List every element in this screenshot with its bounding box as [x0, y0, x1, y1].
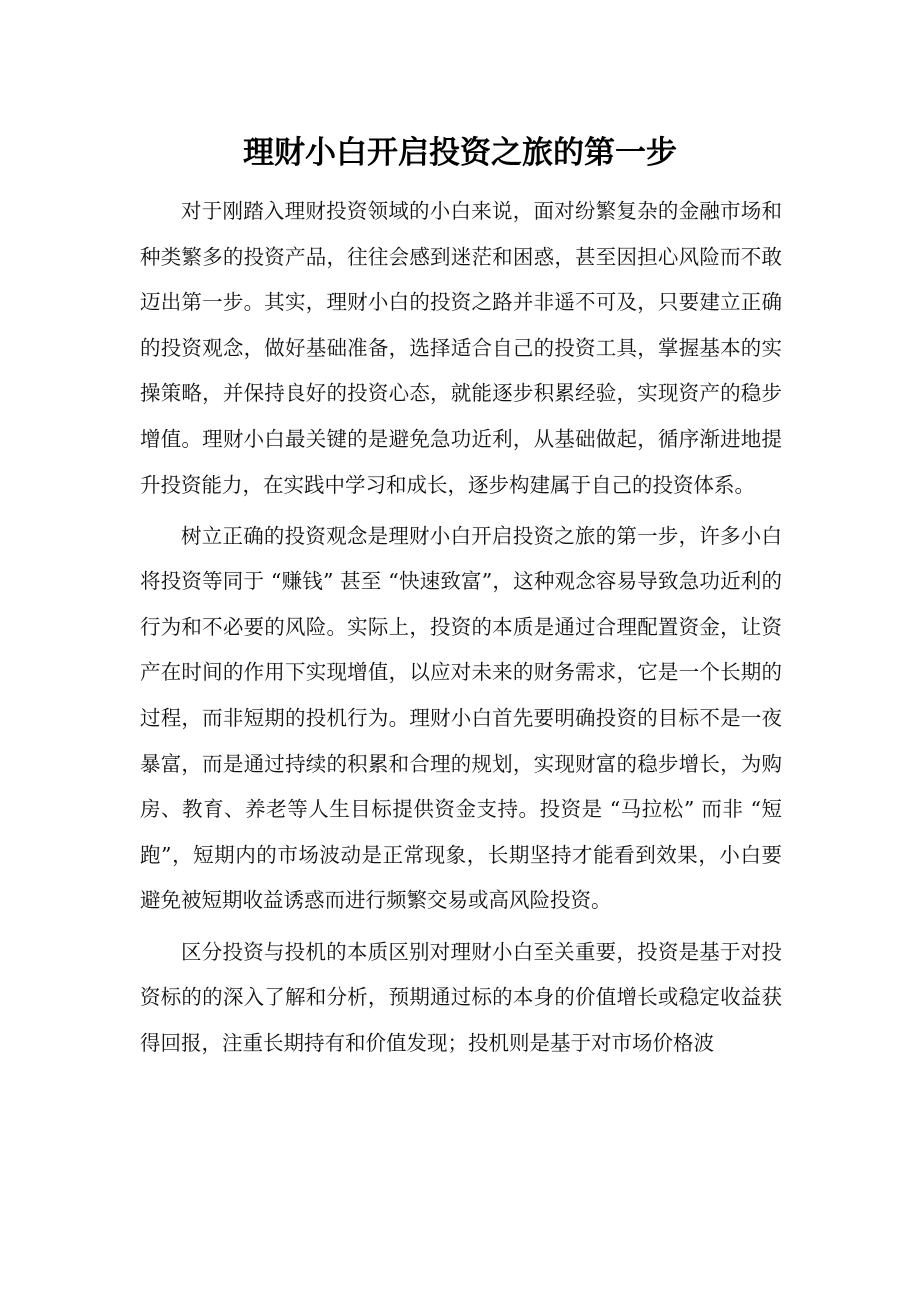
document-body — [140, 189, 782, 1072]
paragraph-3: 区分投资与投机的本质区别对理财小白至关重要，投资是基于对投资标的的深入了解和分析，预期通过标的本身的价值增长或稳定收益获得回报，注重长期持有和价值发现；投机则是基于对市场价格波 — [140, 939, 782, 1055]
paragraph-1: 对于刚踏入理财投资领域的小白来说，面对纷繁复杂的金融市场和种类繁多的投资产品，往往会感到迷茫和困惑，甚至因担心风险而不敢迈出第一步。其实，理财小白的投资之路并非遥不可及，只要建立正确的投资观念，做好基础准备，选择适合自己的投资工具，掌握基本的实操策略，并保持良好的投资心态，就能逐步积累经验，实现资产的稳步增值。理财小白最关键的是避免急功近利，从基础做起，循序渐进地提升投资能力，在实践中学习和成长，逐步构建属于自己的投资体系。 — [140, 199, 782, 497]
document-title: 理财小白开启投资之旅的第一步 — [243, 135, 677, 171]
paragraph-2: 树立正确的投资观念是理财小白开启投资之旅的第一步，许多小白将投资等同于 “赚钱” 甚至 “快速致富”，这种观念容易导致急功近利的行为和不必要的风险。实际上，投资的本质是通过合理配置资金，让资产在时间的作用下实现增值，以应对未来的财务需求，它是一个长期的过程，而非短期的投机行为。理财小白首先要明确投资的目标不是一夜暴富，而是通过持续的积累和合理的规划，实现财富的稳步增长，为购房、教育、养老等人生目标提供资金支持。投资是 “马拉松” 而非 “短跑”，短期内的市场波动是正常现象，长期坚持才能看到效果，小白要避免被短期收益诱惑而进行频繁交易或高风险投资。 — [140, 523, 782, 913]
